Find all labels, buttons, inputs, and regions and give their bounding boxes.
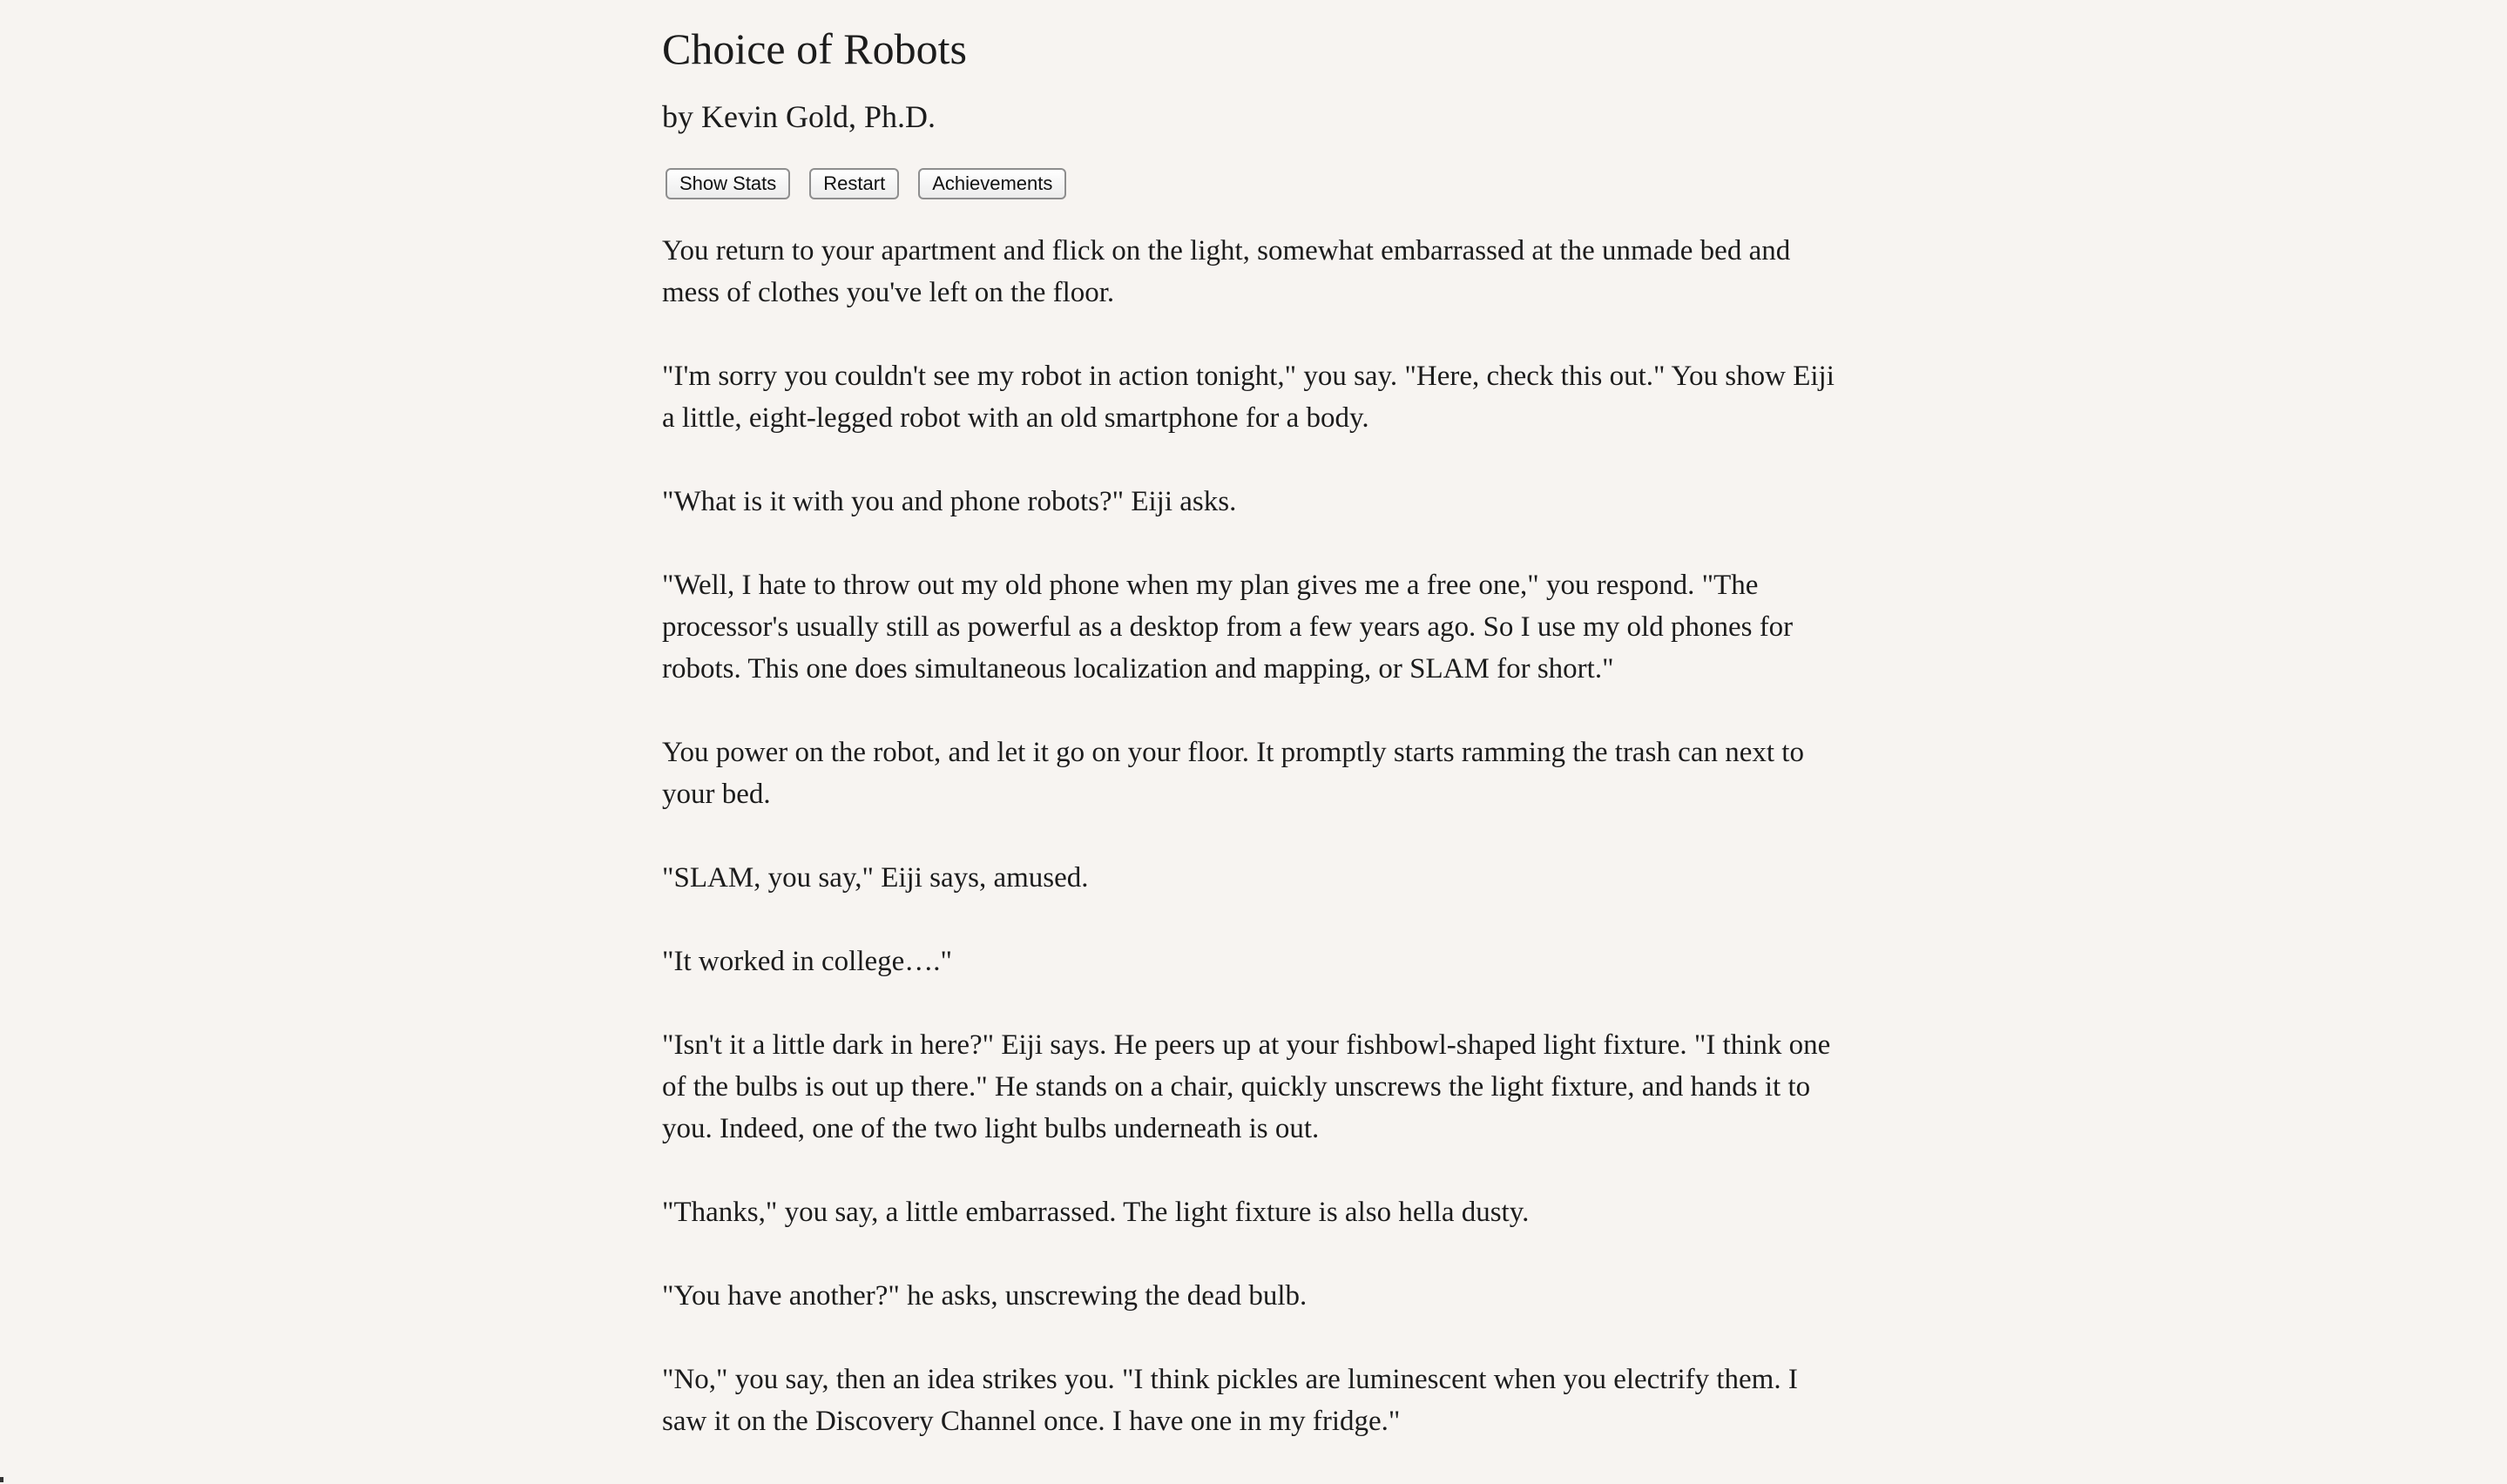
restart-button[interactable]: Restart <box>809 168 899 199</box>
page-title: Choice of Robots <box>662 24 967 73</box>
story-text <box>662 230 1843 1484</box>
story-paragraph: You return to your apartment and flick on the light, somewhat embarrassed at the unmade bed and mess of clothes you've left on the floor. <box>662 235 1791 308</box>
achievements-button[interactable]: Achievements <box>918 168 1066 199</box>
story-paragraph: "Thanks," you say, a little embarrassed. The light fixture is also hella dusty. <box>662 1197 1530 1228</box>
story-paragraph: "It worked in college…." <box>662 946 953 977</box>
story-paragraph: "You have another?" he asks, unscrewing the dead bulb. <box>662 1280 1308 1312</box>
story-paragraph: You power on the robot, and let it go on your floor. It promptly starts ramming the trash can next to your bed. <box>662 737 1804 810</box>
show-stats-button[interactable]: Show Stats <box>666 168 790 199</box>
author-byline: by Kevin Gold, Ph.D. <box>662 99 936 134</box>
story-paragraph: "SLAM, you say," Eiji says, amused. <box>662 862 1089 894</box>
story-paragraph: "I'm sorry you couldn't see my robot in action tonight," you say. "Here, check this out." You show Eiji a little, eight-legged robot with an old smartphone for a body. <box>662 361 1835 434</box>
story-paragraph: "No," you say, then an idea strikes you. "I think pickles are luminescent when you electrify them. I saw it on the Discovery Channel once. I have one in my fridge." <box>662 1364 1798 1437</box>
story-paragraph: "Well, I hate to throw out my old phone when my plan gives me a free one," you respond. "The processor's usually still as powerful as a desktop from a few years ago. So I use my old phones for robots. This one does simultaneous localization and mapping, or SLAM for short." <box>662 570 1794 685</box>
story-paragraph: "Isn't it a little dark in here?" Eiji says. He peers up at your fishbowl-shaped light fixture. "I think one of the bulbs is out up there." He stands on a chair, quickly unscrews the light fixture, and hands it to you. Indeed, one of the two light bulbs underneath is out. <box>662 1029 1831 1144</box>
story-paragraph: "What is it with you and phone robots?" Eiji asks. <box>662 486 1237 517</box>
window-corner-marker <box>0 1477 3 1482</box>
toolbar <box>666 168 1066 199</box>
